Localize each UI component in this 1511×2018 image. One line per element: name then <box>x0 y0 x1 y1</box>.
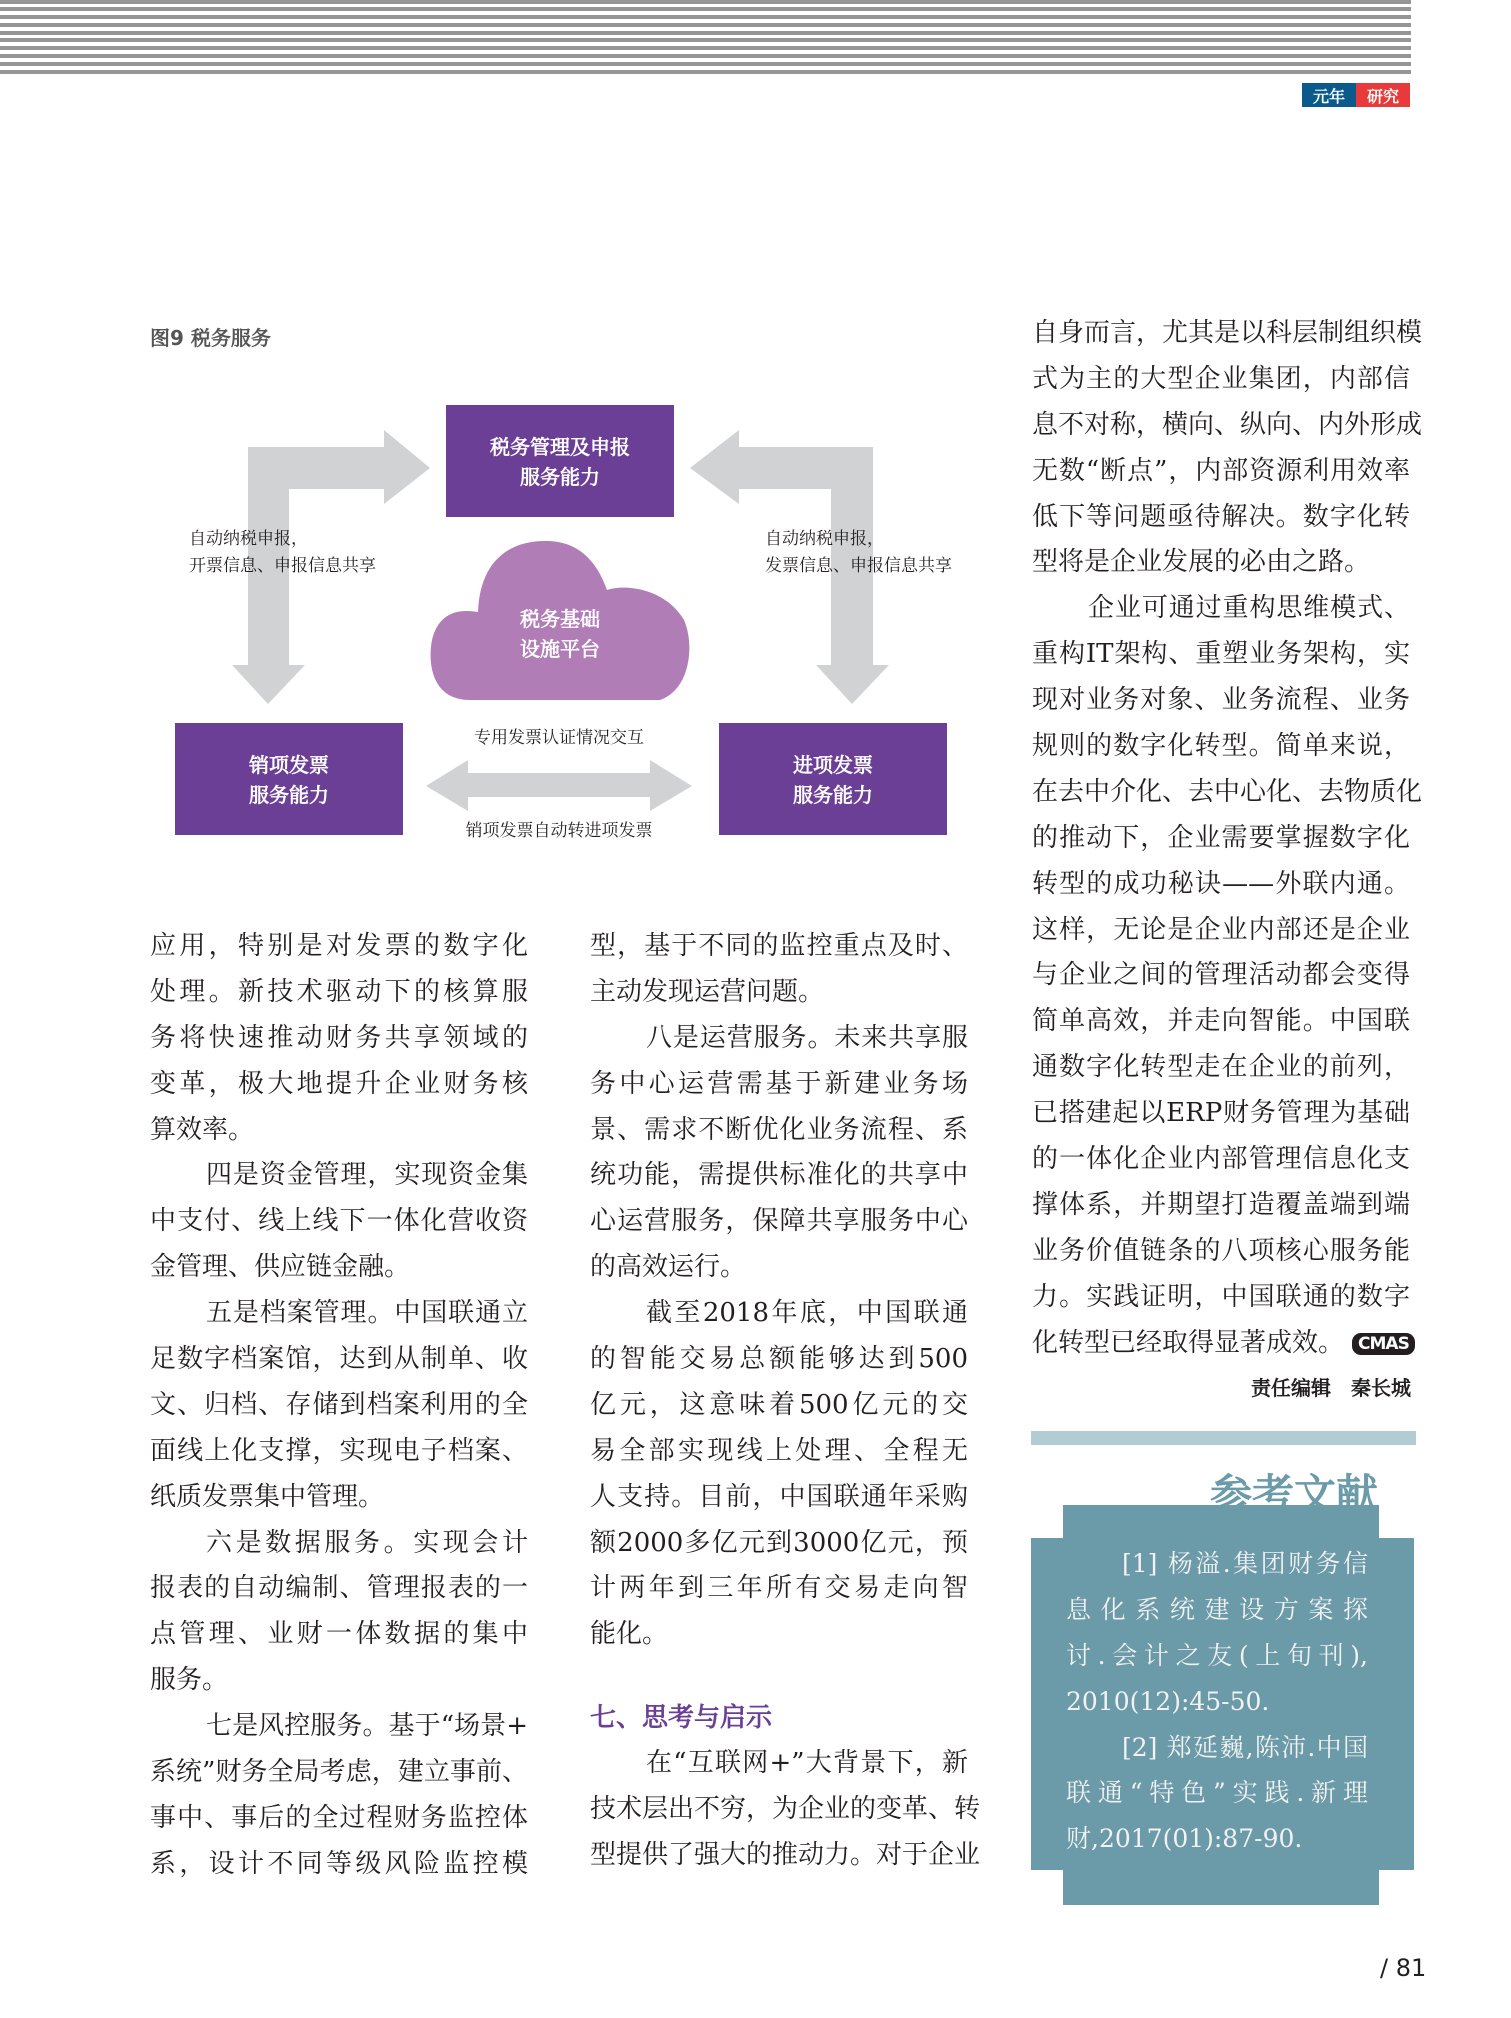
text-line-content: 统功能，需提供标准化的共享中 <box>590 1160 968 1191</box>
text-line <box>590 1833 981 1879</box>
editor-credit: 责任编辑 秦长城 <box>1251 1376 1411 1400</box>
text-line-content: 足数字档案馆，达到从制单、收 <box>150 1344 528 1375</box>
text-line-content: 现对业务对象、业务流程、业务 <box>1032 685 1410 716</box>
text-line <box>1032 678 1410 724</box>
right-label-line2: 发票信息、申报信息共享 <box>765 556 952 576</box>
text-line-content: 五是档案管理。中国联通立 <box>206 1298 528 1329</box>
text-line-content: 型将是企业发展的必由之路。 <box>1032 547 1371 578</box>
badge-left: 元年 <box>1302 83 1356 107</box>
text-line-content: 简单高效，并走向智能。中国联 <box>1032 1006 1410 1037</box>
text-line <box>1032 1045 1410 1091</box>
text-line-content: 金管理、供应链金融。 <box>150 1252 411 1283</box>
text-line <box>590 1429 968 1475</box>
text-line <box>1032 495 1410 541</box>
text-line-content: 变革，极大地提升企业财务核 <box>150 1068 528 1099</box>
text-line-content: 撑体系，并期望打造覆盖端到端 <box>1032 1189 1410 1220</box>
text-line-content: 联通“特色”实践.新理 <box>1066 1778 1368 1808</box>
middle-bottom-label: 销项发票自动转进项发票 <box>465 821 653 841</box>
text-line-content: 能化。 <box>590 1619 669 1650</box>
left-box-line1: 销项发票 <box>249 753 329 777</box>
badge-right: 研究 <box>1356 83 1410 107</box>
text-line-content: 的推动下，企业需要掌握数字化 <box>1032 822 1410 853</box>
text-line-content: 应用，特别是对发票的数字化 <box>150 931 528 961</box>
text-line <box>590 1383 968 1429</box>
text-line <box>1032 1091 1410 1137</box>
text-line-content: 八是运营服务。未来共享服 <box>646 1022 968 1053</box>
text-line <box>1032 540 1410 586</box>
double-arrow <box>426 760 692 811</box>
text-line <box>1032 770 1423 816</box>
text-line-content: 在去中介化、去中心化、去物质化 <box>1032 776 1423 807</box>
text-line <box>150 1383 528 1429</box>
right-label-line1: 自动纳税申报， <box>765 529 884 549</box>
left-label-line1: 自动纳税申报， <box>189 529 308 549</box>
text-line-content: 截至2018年底，中国联通 <box>646 1298 968 1329</box>
text-line-content: 通数字化转型走在企业的前列， <box>1032 1052 1410 1083</box>
text-line <box>1066 1816 1368 1862</box>
text-line-content: 系，设计不同等级风险监控模 <box>150 1848 528 1879</box>
text-line <box>150 1796 528 1842</box>
text-line-content: [2] 郑延巍,陈沛.中国 <box>1122 1732 1368 1762</box>
text-line <box>150 1108 528 1154</box>
text-line <box>1066 1679 1368 1725</box>
text-line-content: 化转型已经取得显著成效。 <box>1032 1327 1345 1358</box>
text-line-content: 系统”财务全局考虑，建立事前、 <box>150 1757 528 1788</box>
text-line-content: 技术层出不穷，为企业的变革、转 <box>590 1794 981 1825</box>
text-line-content: 低下等问题亟待解决。数字化转 <box>1032 501 1410 532</box>
text-line-content: 2010(12):45-50. <box>1066 1686 1270 1716</box>
figure-title: 图9 税务服务 <box>150 326 271 350</box>
text-line <box>1032 1275 1410 1321</box>
text-line <box>1032 357 1410 403</box>
text-line-content: 企业可通过重构思维模式、 <box>1088 593 1410 624</box>
text-line-content: 服务。 <box>150 1665 229 1696</box>
text-line-content: 讨.会计之友(上旬刊), <box>1066 1640 1368 1670</box>
text-line-content: 与企业之间的管理活动都会变得 <box>1032 960 1410 991</box>
text-line <box>1032 449 1410 495</box>
text-line <box>1032 724 1410 770</box>
text-line-content: 四是资金管理，实现资金集 <box>206 1160 528 1191</box>
text-line <box>590 1612 968 1658</box>
text-line <box>1032 816 1410 862</box>
text-line <box>590 1566 968 1612</box>
text-line <box>150 1016 528 1062</box>
text-line <box>150 1291 528 1337</box>
text-line <box>1032 953 1410 999</box>
text-line <box>150 1475 528 1521</box>
text-line-content: 主动发现运营问题。 <box>590 976 825 1007</box>
text-line-content: 息不对称，横向、纵向、内外形成 <box>1032 409 1423 440</box>
references-bar <box>1031 1431 1416 1445</box>
text-column-1 <box>150 924 528 1888</box>
text-line <box>1032 311 1423 357</box>
text-line <box>1066 1633 1368 1679</box>
text-line <box>150 924 528 970</box>
text-line <box>150 1062 528 1108</box>
text-line-content: 易全部实现线上处理、全程无 <box>590 1435 968 1466</box>
text-line <box>590 924 968 970</box>
text-line-content: 重构IT架构、重塑业务架构，实 <box>1032 639 1410 670</box>
text-line <box>590 1787 981 1833</box>
text-line-content: [1] 杨溢.集团财务信 <box>1122 1549 1368 1578</box>
text-line-content: 的智能交易总额能够达到500 <box>590 1344 968 1375</box>
text-line <box>1032 632 1410 678</box>
text-line-content: 额2000多亿元到3000亿元，预 <box>590 1527 968 1558</box>
text-line <box>590 1291 968 1337</box>
text-line-content: 无数“断点”，内部资源利用效率 <box>1032 455 1410 486</box>
text-line-content: 面线上化支撑，实现电子档案、 <box>150 1435 528 1466</box>
text-line-content: 点管理、业财一体数据的集中 <box>150 1619 528 1650</box>
section-heading: 七、思考与启示 <box>590 1703 773 1734</box>
text-line-content: 财,2017(01):87-90. <box>1066 1824 1303 1854</box>
text-line <box>150 1245 528 1291</box>
text-line-content: 七是风控服务。基于“场景+ <box>206 1711 528 1742</box>
text-line <box>1032 1229 1410 1275</box>
text-line-content: 纸质发票集中管理。 <box>150 1481 385 1512</box>
text-line <box>1032 908 1410 954</box>
text-line <box>590 1108 968 1154</box>
text-line <box>1032 862 1410 908</box>
text-line-content: 计两年到三年所有交易走向智 <box>590 1573 968 1604</box>
right-box-line2: 服务能力 <box>793 783 873 807</box>
text-line-content: 自身而言，尤其是以科层制组织模 <box>1032 318 1423 348</box>
page-number: / 81 <box>1380 1954 1427 1982</box>
text-line <box>1066 1725 1368 1771</box>
text-line <box>590 1199 968 1245</box>
cmas-logo: CMAS <box>1352 1333 1415 1355</box>
text-line <box>150 1337 528 1383</box>
text-line-content: 亿元，这意味着500亿元的交 <box>590 1389 968 1420</box>
text-line <box>1066 1587 1368 1633</box>
text-line-content: 务中心运营需基于新建业务场 <box>590 1068 968 1099</box>
right-box-line1: 进项发票 <box>793 753 873 777</box>
text-line-content: 中支付、线上线下一体化营收资 <box>150 1206 528 1237</box>
text-line <box>1032 1183 1410 1229</box>
text-line-content: 业务价值链条的八项核心服务能 <box>1032 1235 1410 1266</box>
text-line <box>1032 586 1410 632</box>
text-line-content: 人支持。目前，中国联通年采购 <box>590 1481 968 1512</box>
text-line <box>590 1245 968 1291</box>
text-line-content: 事中、事后的全过程财务监控体 <box>150 1802 528 1833</box>
text-line <box>590 1337 968 1383</box>
text-line-content: 这样，无论是企业内部还是企业 <box>1032 914 1410 945</box>
text-line <box>590 970 968 1016</box>
text-line <box>150 1658 528 1704</box>
text-line <box>590 1741 968 1787</box>
text-line <box>150 970 528 1016</box>
text-line <box>150 1521 528 1567</box>
top-box <box>446 405 674 517</box>
text-line <box>150 1153 528 1199</box>
text-line-content: 务将快速推动财务共享领域的 <box>150 1022 528 1053</box>
text-line <box>590 1016 968 1062</box>
text-line <box>1066 1541 1368 1587</box>
text-line-content: 的高效运行。 <box>590 1252 747 1283</box>
top-box-line2: 服务能力 <box>520 465 600 489</box>
middle-top-label: 专用发票认证情况交互 <box>474 728 644 748</box>
text-line-content: 景、需求不断优化业务流程、系 <box>590 1114 968 1145</box>
text-line <box>1032 1137 1410 1183</box>
text-line-content: 已搭建起以ERP财务管理为基础 <box>1032 1098 1410 1129</box>
text-line-content: 型，基于不同的监控重点及时、 <box>590 931 968 961</box>
references-list <box>1066 1541 1368 1862</box>
cloud-line1: 税务基础 <box>520 607 600 631</box>
text-line-content: 息化系统建设方案探 <box>1066 1594 1368 1624</box>
text-line-content: 式为主的大型企业集团，内部信 <box>1032 363 1410 394</box>
text-line <box>150 1429 528 1475</box>
text-line <box>150 1199 528 1245</box>
text-line <box>590 1062 968 1108</box>
text-line <box>150 1750 528 1796</box>
text-line-content: 的一体化企业内部管理信息化支 <box>1032 1144 1410 1175</box>
text-line-content: 转型的成功秘诀——外联内通。 <box>1032 868 1410 899</box>
text-line <box>1032 1321 1410 1367</box>
left-box <box>175 723 403 835</box>
text-line <box>1066 1770 1368 1816</box>
left-box-line2: 服务能力 <box>249 783 329 807</box>
text-line-content: 型提供了强大的推动力。对于企业 <box>590 1840 981 1871</box>
text-line-content: 算效率。 <box>150 1114 255 1145</box>
text-line-content: 处理。新技术驱动下的核算服 <box>150 976 528 1007</box>
text-column-2 <box>590 924 981 1879</box>
text-line <box>150 1842 528 1888</box>
left-label-line2: 开票信息、申报信息共享 <box>189 556 376 576</box>
text-line <box>1032 999 1410 1045</box>
text-line-content: 六是数据服务。实现会计 <box>206 1527 528 1558</box>
references-title: 参考文献 <box>1210 1470 1379 1519</box>
text-line <box>150 1704 528 1750</box>
text-line <box>1032 403 1423 449</box>
text-line <box>590 1475 968 1521</box>
text-line-content: 力。实践证明，中国联通的数字 <box>1032 1281 1410 1312</box>
text-line <box>150 1612 528 1658</box>
text-line-content: 心运营服务，保障共享服务中心 <box>590 1206 968 1237</box>
text-line <box>590 1521 968 1567</box>
text-line-content: 规则的数字化转型。简单来说， <box>1032 731 1410 762</box>
text-column-3 <box>1032 311 1423 1366</box>
text-line-content: 报表的自动编制、管理报表的一 <box>150 1573 528 1604</box>
text-line-content: 在“互联网+”大背景下，新 <box>646 1748 968 1779</box>
text-line <box>150 1566 528 1612</box>
right-box <box>719 723 947 835</box>
text-line <box>590 1153 968 1199</box>
cloud-line2: 设施平台 <box>520 637 600 661</box>
top-box-line1: 税务管理及申报 <box>490 435 630 459</box>
text-line-content: 文、归档、存储到档案利用的全 <box>150 1389 528 1420</box>
